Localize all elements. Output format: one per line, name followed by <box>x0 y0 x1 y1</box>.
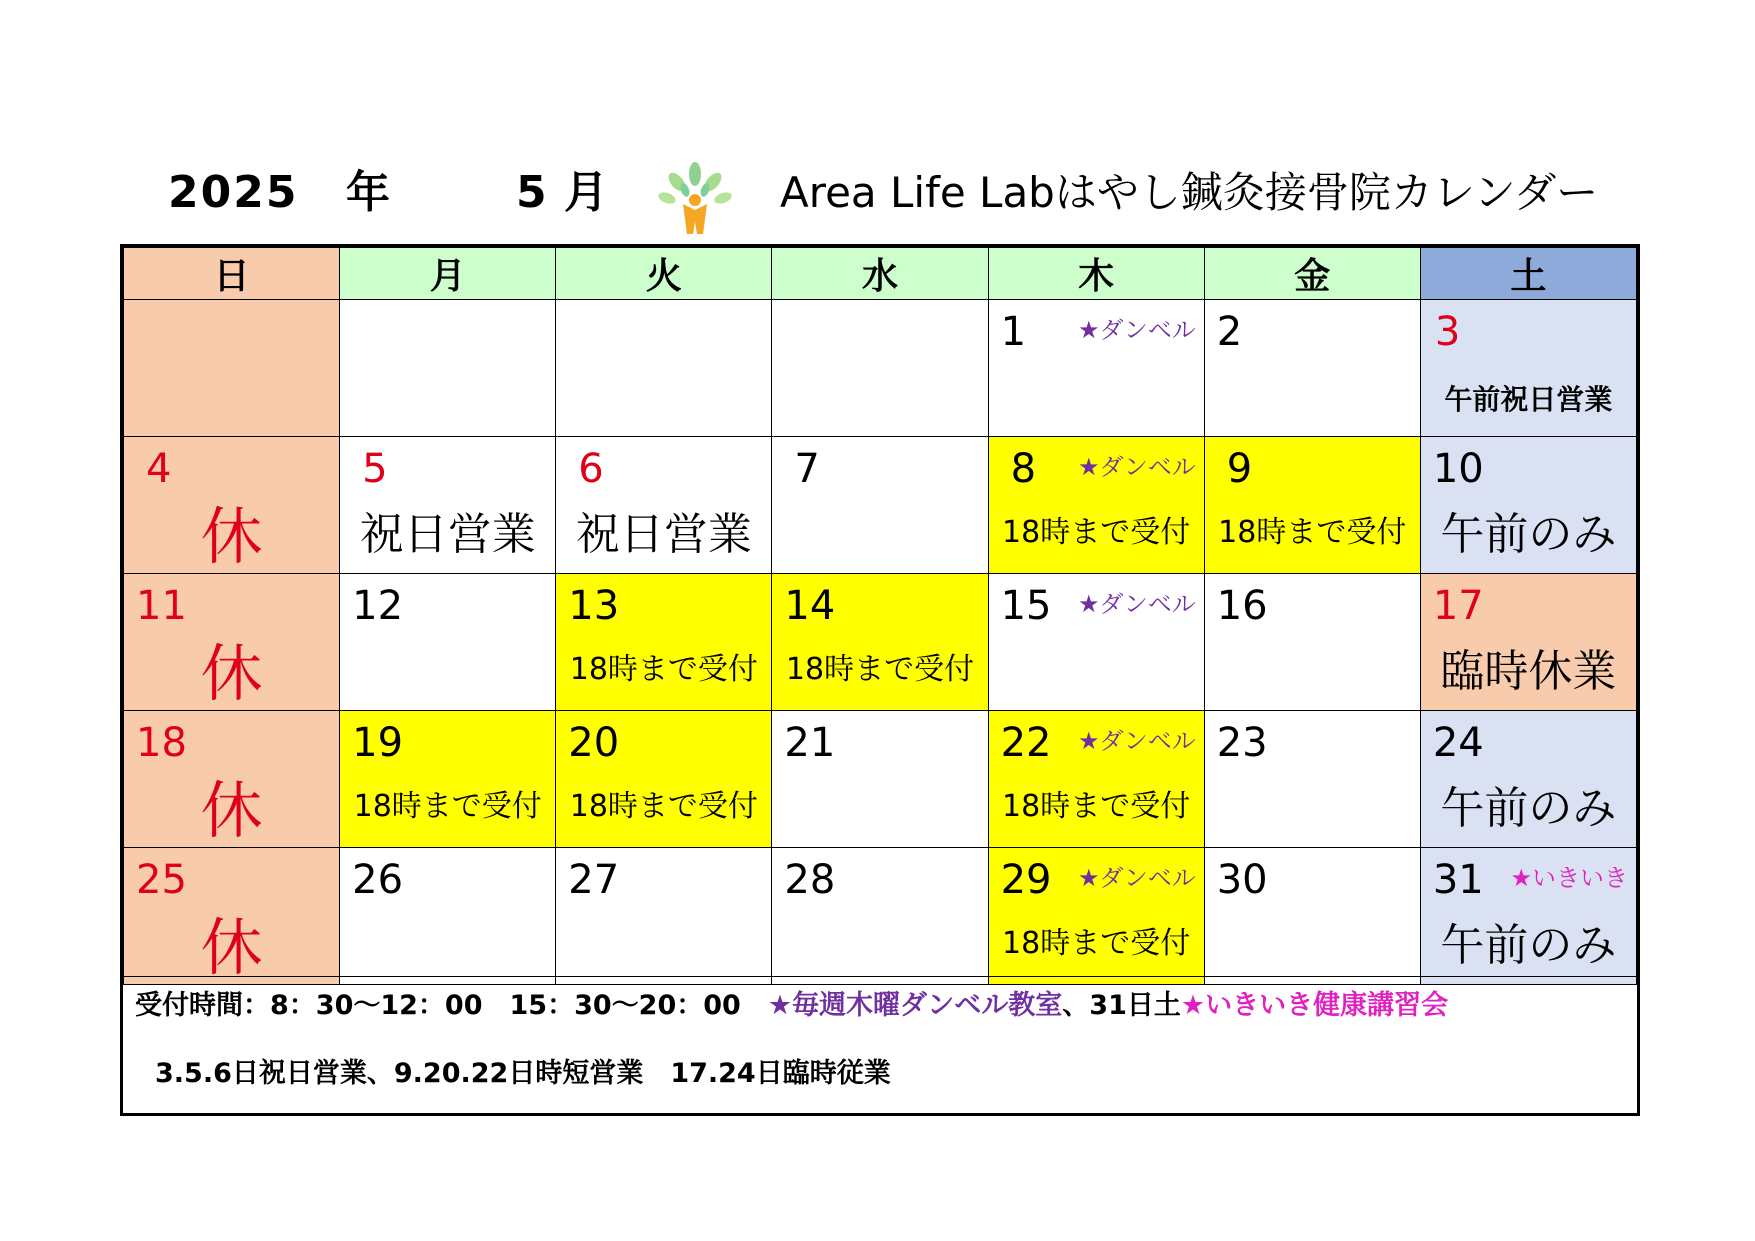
day-number: 3 <box>1434 309 1461 355</box>
day-number: 30 <box>1216 857 1268 903</box>
dumbbell-tag: ★ダンベル <box>1077 727 1196 755</box>
day-note: 18時まで受付 <box>353 789 542 824</box>
weekday-fri: 金 <box>1204 248 1420 300</box>
day-cell <box>1420 574 1636 711</box>
footer-line-2: 3.5.6日祝日営業、9.20.22日時短営業 17.24日臨時従業 <box>155 1058 891 1089</box>
clinic-logo-icon <box>655 160 735 240</box>
calendar-grid <box>123 247 1637 985</box>
day-cell <box>988 848 1204 985</box>
week-row <box>124 574 1637 711</box>
weekday-thu: 木 <box>988 248 1204 300</box>
year-unit: 年 <box>346 167 390 218</box>
week-row <box>124 300 1637 437</box>
day-number: 7 <box>794 446 820 492</box>
month-unit: 月 <box>564 167 608 218</box>
year-number: 2025 <box>168 167 299 218</box>
day-cell <box>556 574 772 711</box>
day-cell <box>556 711 772 848</box>
day-number: 2 <box>1216 309 1243 355</box>
reception-hours: 受付時間：8：30～12：00 15：30～20：00 <box>135 990 768 1021</box>
day-number: 28 <box>784 857 836 903</box>
day-cell <box>1204 437 1420 574</box>
day-cell <box>340 437 556 574</box>
day-number: 8 <box>1010 446 1037 492</box>
footer-mid-text: 、31日土 <box>1062 990 1181 1021</box>
day-note: 18時まで受付 <box>1002 515 1191 550</box>
day-cell <box>124 437 340 574</box>
day-cell <box>988 574 1204 711</box>
calendar-footer <box>123 976 1637 1113</box>
day-cell <box>1204 574 1420 711</box>
day-cell <box>340 848 556 985</box>
day-number: 11 <box>136 583 187 629</box>
day-cell <box>556 300 772 437</box>
day-note: 18時まで受付 <box>785 652 975 687</box>
day-note: 18時まで受付 <box>1002 926 1191 961</box>
day-cell <box>124 848 340 985</box>
ikiiki-tag: ★いきいき <box>1510 864 1628 892</box>
day-number: 21 <box>784 720 836 766</box>
day-note: 午前のみ <box>1440 920 1617 971</box>
day-number: 13 <box>568 583 620 629</box>
day-note: 18時まで受付 <box>569 789 758 824</box>
day-number: 16 <box>1216 583 1268 629</box>
dumbbell-tag: ★ダンベル <box>1077 316 1196 344</box>
day-cell <box>1420 300 1636 437</box>
closed-label: 休 <box>200 500 263 573</box>
day-number: 18 <box>136 720 187 766</box>
day-cell <box>340 574 556 711</box>
day-number: 26 <box>352 857 404 903</box>
month-number: 5 <box>516 167 547 218</box>
week-row <box>124 848 1637 985</box>
dumbbell-tag: ★ダンベル <box>1077 453 1196 481</box>
day-cell <box>988 300 1204 437</box>
day-note: 祝日営業 <box>359 509 536 560</box>
day-number: 20 <box>568 720 620 766</box>
day-number: 10 <box>1432 446 1484 492</box>
day-note: 祝日営業 <box>575 509 752 560</box>
day-number: 5 <box>362 446 388 492</box>
day-cell <box>1204 711 1420 848</box>
weekday-wed: 水 <box>772 248 988 300</box>
closed-label: 休 <box>200 911 263 984</box>
day-number: 19 <box>352 720 404 766</box>
day-number: 6 <box>578 446 604 492</box>
day-number: 24 <box>1432 720 1484 766</box>
dumbbell-tag: ★ダンベル <box>1077 864 1196 892</box>
day-note: 18時まで受付 <box>1002 789 1191 824</box>
day-number: 15 <box>1000 583 1052 629</box>
day-cell <box>988 437 1204 574</box>
day-note: 18時まで受付 <box>1218 515 1407 550</box>
day-note: 午前のみ <box>1440 509 1617 560</box>
day-number: 17 <box>1432 583 1484 629</box>
day-note: 午前祝日営業 <box>1444 383 1613 416</box>
day-note: 午前のみ <box>1440 783 1617 834</box>
day-number: 9 <box>1226 446 1253 492</box>
day-cell <box>340 711 556 848</box>
day-number: 12 <box>352 583 404 629</box>
day-cell <box>124 711 340 848</box>
day-cell <box>1204 300 1420 437</box>
week-row <box>124 711 1637 848</box>
day-cell <box>556 848 772 985</box>
day-cell <box>1420 711 1636 848</box>
weekday-sat: 土 <box>1420 248 1636 300</box>
closed-label: 休 <box>200 637 263 710</box>
clinic-title: Area Life Labはやし鍼灸接骨院カレンダー <box>780 168 1599 217</box>
day-cell <box>1420 848 1636 985</box>
day-cell <box>772 574 988 711</box>
weekday-tue: 火 <box>556 248 772 300</box>
day-number: 29 <box>1000 857 1052 903</box>
day-cell <box>124 574 340 711</box>
ikiiki-lecture-note: ★いきいき健康講習会 <box>1180 990 1449 1021</box>
day-cell <box>772 711 988 848</box>
day-cell <box>772 437 988 574</box>
day-cell <box>772 300 988 437</box>
day-cell <box>1420 437 1636 574</box>
day-number: 25 <box>136 857 187 903</box>
footer-line-1 <box>135 983 1448 1029</box>
day-cell <box>772 848 988 985</box>
day-cell <box>988 711 1204 848</box>
day-cell <box>1204 848 1420 985</box>
day-number: 22 <box>1000 720 1052 766</box>
weekday-mon: 月 <box>340 248 556 300</box>
weekday-header-row <box>124 248 1637 300</box>
week-row <box>124 437 1637 574</box>
day-note: 18時まで受付 <box>569 652 758 687</box>
calendar <box>120 244 1640 1116</box>
day-number: 27 <box>568 857 620 903</box>
weekday-sun: 日 <box>124 248 340 300</box>
day-number: 1 <box>1000 309 1027 355</box>
day-number: 23 <box>1216 720 1268 766</box>
day-number: 14 <box>784 583 836 629</box>
day-note: 臨時休業 <box>1440 646 1617 697</box>
day-number: 4 <box>146 446 172 492</box>
dumbbell-tag: ★ダンベル <box>1077 590 1196 618</box>
day-cell <box>556 437 772 574</box>
day-number: 31 <box>1432 857 1484 903</box>
day-cell <box>124 300 340 437</box>
day-cell <box>340 300 556 437</box>
closed-label: 休 <box>200 774 263 847</box>
dumbbell-class-note: ★毎週木曜ダンベル教室 <box>767 990 1063 1021</box>
